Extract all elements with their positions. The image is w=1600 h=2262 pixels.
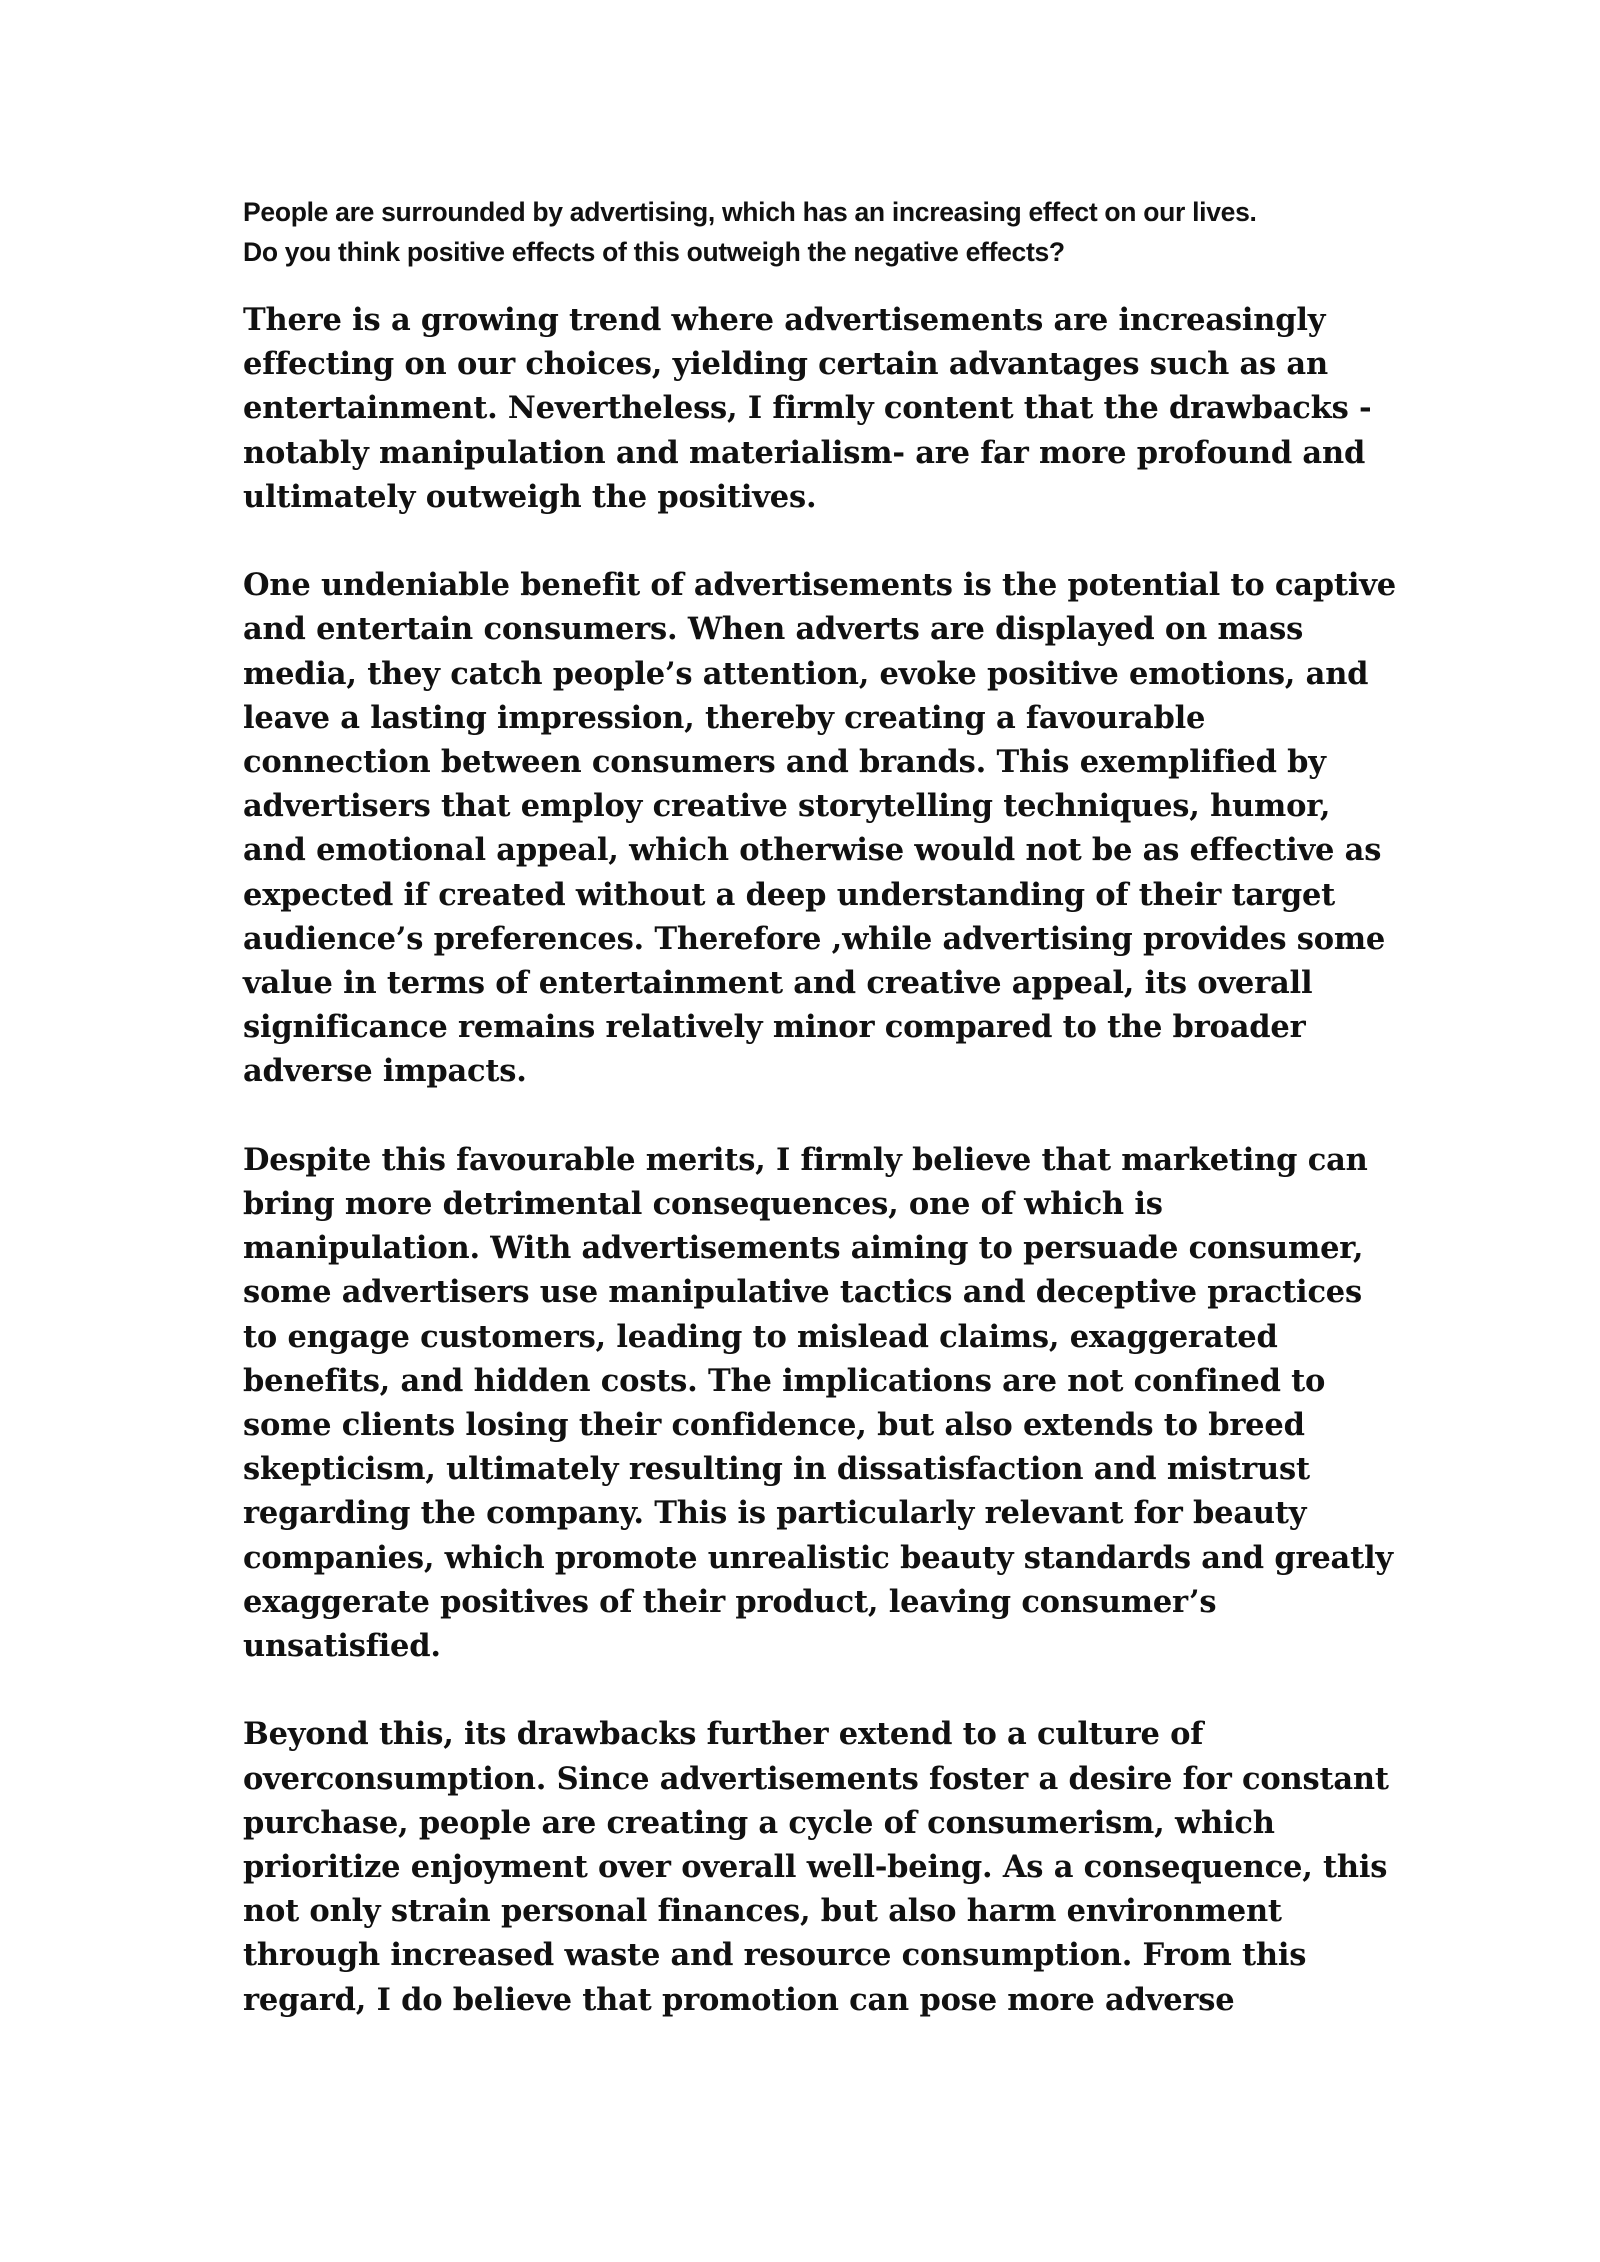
essay-paragraph-introduction [243,298,1373,519]
paragraph-line: advertisers that employ creative storytelling techniques, humor, [243,788,1331,825]
paragraph-line: manipulation. With advertisements aiming to persuade consumer, [243,1230,1364,1267]
paragraph-line: and emotional appeal, which otherwise would not be as effective as [243,832,1382,869]
paragraph-line: regarding the company. This is particularly relevant for beauty [243,1495,1307,1532]
paragraph-line: adverse impacts. [243,1053,527,1090]
paragraph-line: through increased waste and resource consumption. From this [243,1937,1307,1974]
paragraph-line: purchase, people are creating a cycle of consumerism, which [243,1804,1275,1841]
paragraph-line: and entertain consumers. When adverts are displayed on mass [243,611,1304,648]
paragraph-line: companies, which promote unrealistic beauty standards and greatly [243,1539,1393,1576]
paragraph-line: some clients losing their confidence, but also extends to breed [243,1407,1305,1444]
paragraph-line: not only strain personal finances, but also harm environment [243,1893,1282,1930]
paragraph-line: to engage customers, leading to mislead claims, exaggerated [243,1318,1278,1355]
paragraph-line: notably manipulation and materialism- are far more profound and [243,434,1366,471]
paragraph-line: value in terms of entertainment and creative appeal, its overall [243,965,1313,1002]
paragraph-line: leave a lasting impression, thereby creating a favourable [243,699,1206,736]
paragraph-line: skepticism, ultimately resulting in dissatisfaction and mistrust [243,1451,1310,1488]
paragraph-line: There is a growing trend where advertisements are increasingly [243,302,1326,338]
essay-prompt [243,192,1373,272]
paragraph-line: ultimately outweigh the positives. [243,478,817,515]
paragraph-line: effecting on our choices, yielding certain advantages such as an [243,346,1328,383]
paragraph-line: bring more detrimental consequences, one of which is [243,1186,1163,1223]
paragraph-line: Beyond this, its drawbacks further extend to a culture of [243,1716,1204,1753]
paragraph-line: significance remains relatively minor compared to the broader [243,1009,1306,1046]
essay-paragraph-benefits [243,563,1396,1093]
paragraph-line: overconsumption. Since advertisements foster a desire for constant [243,1760,1389,1797]
essay-paragraph-overconsumption [243,1712,1389,2021]
paragraph-line: audience’s preferences. Therefore ,while advertising provides some [243,920,1386,957]
paragraph-line: expected if created without a deep understanding of their target [243,876,1336,913]
paragraph-line: some advertisers use manipulative tactics and deceptive practices [243,1274,1362,1311]
paragraph-line: connection between consumers and brands. This exemplified by [243,744,1326,781]
paragraph-line: entertainment. Nevertheless, I firmly content that the drawbacks - [243,390,1372,427]
prompt-line: Do you think positive effects of this outweigh the negative effects? [243,237,1065,267]
paragraph-line: media, they catch people’s attention, evoke positive emotions, and [243,655,1369,692]
paragraph-line: benefits, and hidden costs. The implications are not confined to [243,1362,1326,1399]
paragraph-line: prioritize enjoyment over overall well-being. As a consequence, this [243,1849,1388,1886]
paragraph-line: unsatisfied. [243,1628,441,1665]
prompt-line: People are surrounded by advertising, which has an increasing effect on our lives. [243,197,1257,227]
paragraph-line: One undeniable benefit of advertisements is the potential to captive [243,567,1396,604]
paragraph-line: exaggerate positives of their product, leaving consumer’s [243,1583,1217,1620]
paragraph-line: regard, I do believe that promotion can pose more adverse [243,1981,1235,2018]
document-body [243,192,1396,2066]
essay-paragraph-manipulation [243,1138,1393,1668]
paragraph-line: Despite this favourable merits, I firmly believe that marketing can [243,1141,1368,1178]
